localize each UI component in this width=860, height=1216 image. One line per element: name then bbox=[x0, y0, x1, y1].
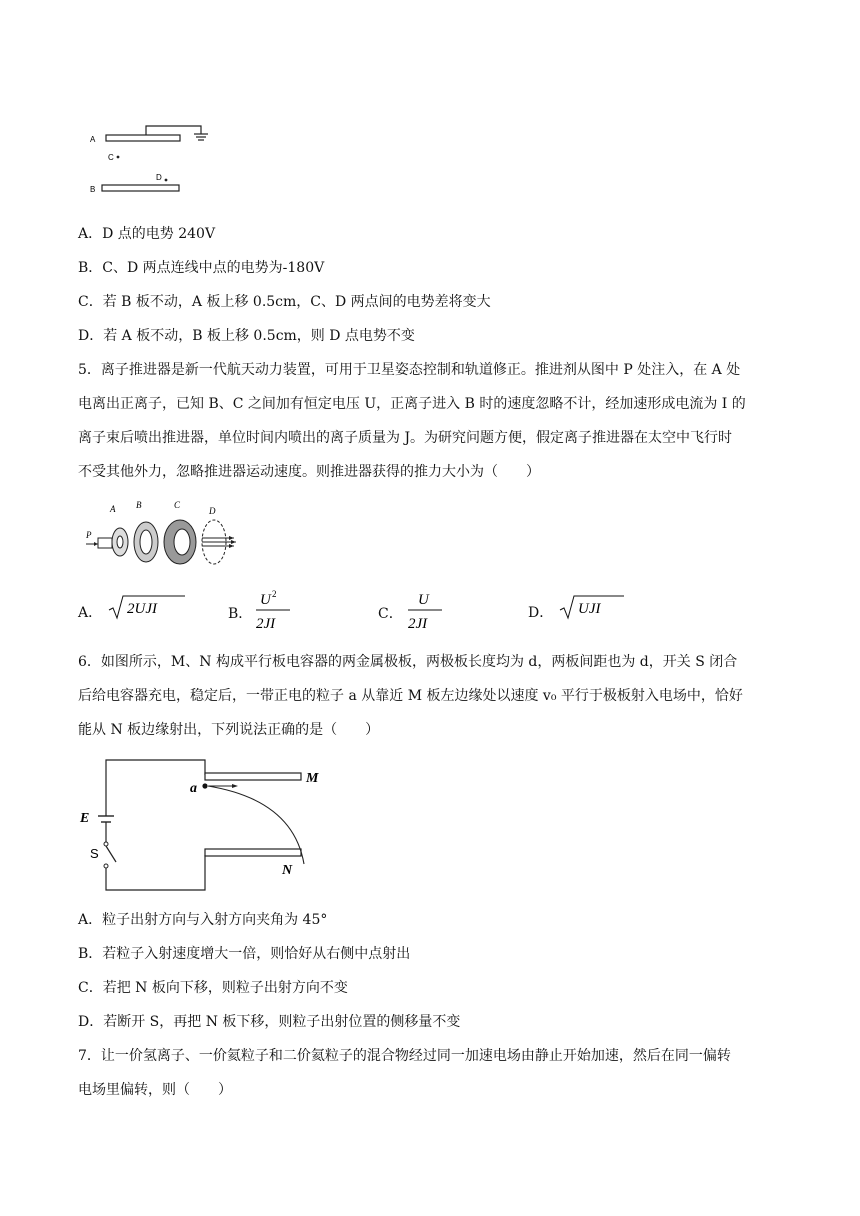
label-a: A bbox=[110, 504, 116, 514]
label-n: N bbox=[282, 863, 293, 878]
capacitor-circuit-figure bbox=[78, 752, 328, 900]
q6-line-2: 后给电容器充电，稳定后，一带正电的粒子 a 从靠近 M 板左边缘处以速度 v₀ 平行于极板射入电场中，恰好 bbox=[78, 688, 743, 704]
fraction-c bbox=[404, 588, 446, 634]
q5-option-b-num: U bbox=[260, 592, 271, 608]
point-c-label: C bbox=[108, 153, 114, 162]
q6-option-b: B．若粒子入射速度增大一倍，则恰好从右侧中点射出 bbox=[78, 946, 411, 962]
q5-option-a-expr: 2UJI bbox=[126, 601, 157, 617]
q4-option-c: C．若 B 板不动，A 板上移 0.5cm，C、D 两点间的电势差将变大 bbox=[78, 294, 491, 310]
q5-option-c-den: 2JI bbox=[408, 616, 428, 632]
point-d-label: D bbox=[156, 173, 162, 182]
q5-option-d bbox=[528, 598, 628, 628]
sqrt-a bbox=[107, 592, 187, 622]
q5-option-b-den: 2JI bbox=[256, 616, 276, 632]
label-b: B bbox=[136, 500, 142, 510]
plate-a-label: A bbox=[90, 135, 96, 144]
sqrt-d bbox=[558, 592, 628, 622]
q4-option-b: B．C、D 两点连线中点的电势为-180V bbox=[78, 260, 325, 276]
label-a-particle: a bbox=[190, 781, 197, 796]
q5-line-1: 5．离子推进器是新一代航天动力装置，可用于卫星姿态控制和轨道修正。推进剂从图中 P 处注入，在 A 处 bbox=[78, 362, 741, 378]
label-m: M bbox=[306, 771, 319, 786]
q6-line-1: 6．如图所示，M、N 构成平行板电容器的两金属极板，两极板长度均为 d，两板间距也为 d，开关 S 闭合 bbox=[78, 654, 738, 670]
q7-line-2: 电场里偏转，则（ ） bbox=[78, 1082, 232, 1098]
label-p: P bbox=[86, 530, 92, 540]
label-e: E bbox=[80, 811, 90, 826]
fraction-b bbox=[252, 588, 294, 634]
q5-option-b-label: B． bbox=[228, 606, 253, 622]
q5-option-a bbox=[78, 598, 187, 628]
q4-option-a: A．D 点的电势 240V bbox=[78, 226, 216, 242]
q6-option-a: A．粒子出射方向与入射方向夹角为 45° bbox=[78, 912, 328, 928]
q5-line-2: 电离出正离子，已知 B、C 之间加有恒定电压 U，正离子进入 B 时的速度忽略不计，经加速形成电流为 I 的 bbox=[78, 396, 746, 412]
q5-option-d-expr: UJI bbox=[577, 601, 601, 617]
label-d: D bbox=[209, 506, 216, 516]
q5-option-c-num: U bbox=[418, 592, 429, 608]
capacitor-plates-figure bbox=[86, 120, 226, 200]
q6-option-c: C．若把 N 板向下移，则粒子出射方向不变 bbox=[78, 980, 348, 996]
q5-line-3: 离子束后喷出推进器，单位时间内喷出的离子质量为 J。为研究问题方便，假定离子推进器在太空中飞行时 bbox=[78, 430, 733, 446]
q5-option-b-sup: 2 bbox=[272, 589, 277, 599]
label-c: C bbox=[174, 500, 181, 510]
q5-line-4: 不受其他外力，忽略推进器运动速度。则推进器获得的推力大小为（ ） bbox=[78, 464, 540, 480]
label-s: S bbox=[90, 846, 99, 861]
q5-option-a-label: A． bbox=[78, 605, 103, 621]
q4-option-d: D．若 A 板不动，B 板上移 0.5cm，则 D 点电势不变 bbox=[78, 328, 415, 344]
q5-option-d-label: D． bbox=[528, 605, 554, 621]
q6-option-d: D．若断开 S，再把 N 板下移，则粒子出射位置的侧移量不变 bbox=[78, 1014, 461, 1030]
ion-thruster-figure bbox=[84, 500, 249, 570]
plate-b-label: B bbox=[90, 185, 96, 194]
q6-line-3: 能从 N 板边缘射出，下列说法正确的是（ ） bbox=[78, 722, 380, 738]
q5-option-c-label: C． bbox=[378, 606, 403, 622]
q7-line-1: 7．让一价氢离子、一价氦粒子和二价氦粒子的混合物经过同一加速电场由静止开始加速，然后在同一偏转 bbox=[78, 1048, 731, 1064]
